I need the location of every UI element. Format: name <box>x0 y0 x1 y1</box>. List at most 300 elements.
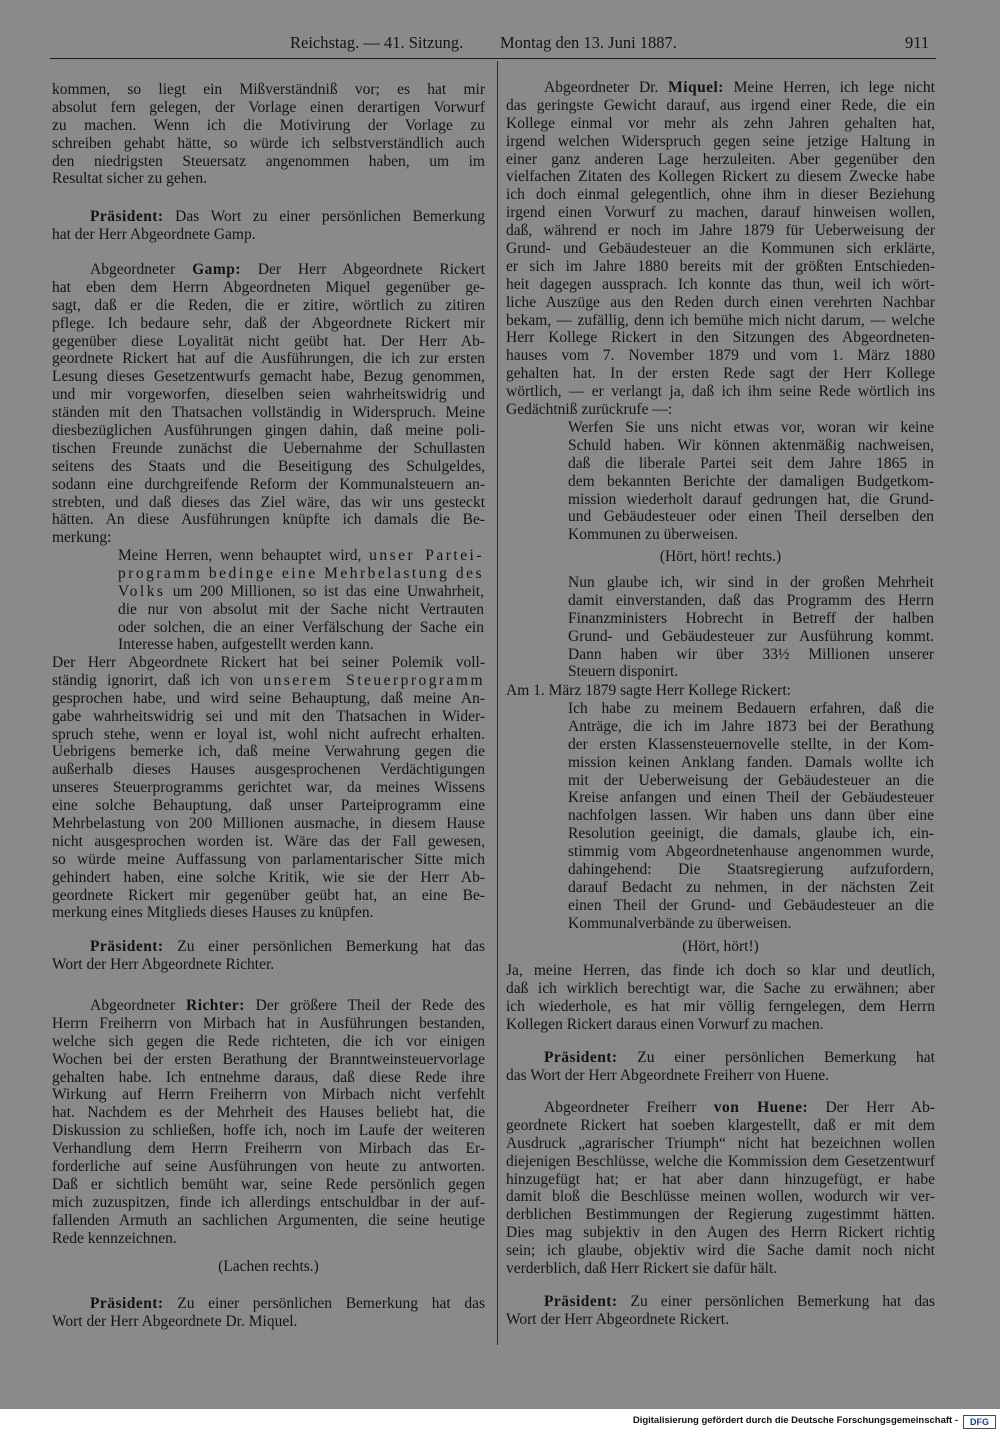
line-text: gegenüber diese Loyalität nicht geübt hat. Der Herr Ab- <box>52 332 485 350</box>
text-segment: Zu einer persönlichen Bemerkung hat das <box>163 938 485 955</box>
line-text <box>118 547 484 565</box>
line-text: stimmig vom Abgeordnetenhause angenommen wurde, <box>568 843 934 861</box>
line-text: daß die liberale Partei seit dem Jahre 1865 in <box>568 454 934 472</box>
line-text: einen Theil der Grund- und Gebäudesteuer an die <box>568 896 934 914</box>
text-line <box>52 315 485 333</box>
text-line <box>506 962 935 980</box>
line-text: (Lachen rechts.) <box>218 1258 319 1275</box>
text-line <box>52 1295 485 1313</box>
speaker-label: von Huene: <box>713 1099 809 1116</box>
text-line <box>568 772 934 790</box>
text-line <box>52 458 485 476</box>
line-text <box>90 1295 485 1313</box>
text-line <box>52 297 485 315</box>
line-text: nicht ausgesprochen worden ist. Wäre das der Fall gewesen, <box>52 832 485 850</box>
line-text: sodann eine durchgreifende Reform der Kommunalsteuern an- <box>52 475 485 493</box>
text-line <box>52 1258 485 1276</box>
text-line <box>506 168 935 186</box>
line-text: vielfachen Zitaten des Kollegen Rickert zu diesem Zwecke habe <box>506 168 935 186</box>
text-line <box>506 222 935 240</box>
line-text: hinzugefügt hat; er hat aber dann hinzugefügt, er habe <box>506 1170 935 1188</box>
text-line <box>52 333 485 351</box>
line-text: darauf Bedacht zu nehmen, in der nächsten Zeit <box>568 878 934 896</box>
line-text: außerhalb dieses Hauses ausgesprochenen Verdächtigungen <box>52 761 485 779</box>
line-text: geordnete Rickert mir gegenüber geübt hat, an eine Be- <box>52 886 485 904</box>
speaker-label: Gamp: <box>192 261 241 278</box>
text-line <box>506 294 935 312</box>
line-text: ich wiederhole, es hat mir völlig ferngelegen, dem Herrn <box>506 997 935 1015</box>
text-line <box>568 718 934 736</box>
text-line <box>506 1099 935 1117</box>
interjection <box>506 938 935 956</box>
text-line <box>506 1293 935 1311</box>
text-line <box>118 619 484 637</box>
text-line <box>506 1135 935 1153</box>
text-segment: Abgeordneter Dr. <box>544 79 669 96</box>
spaced-emphasis: unser Partei- <box>369 547 484 564</box>
line-text: daß ich wirklich berechtigt war, die Sache zu erwähnen; aber <box>506 979 935 997</box>
line-text: forderliche auf seine Ausführungen von heute zu antworten. <box>52 1158 485 1176</box>
line-text: Wort der Herr Abgeordnete Richter. <box>52 955 275 973</box>
line-text: Lesung dieses Gesetzentwurfs gemacht habe, Bezug genommen, <box>52 368 485 386</box>
line-text: spruch stehe, wenn er loyal ist, wohl nicht aufrecht erhalten. <box>52 725 485 743</box>
text-segment: Abgeordneter Freiherr <box>544 1099 714 1116</box>
speaker-label: Miquel: <box>668 79 724 96</box>
text-line <box>52 708 485 726</box>
line-text: den niedrigsten Steuersatz angenommen haben, um im <box>52 152 485 170</box>
line-text: seitens des Staats und die Beseitigung des Schulgeldes, <box>52 457 485 475</box>
text-line <box>568 789 934 807</box>
text-line <box>568 646 934 664</box>
text-line <box>52 761 485 779</box>
text-line <box>52 1176 485 1194</box>
president-remark <box>52 208 485 244</box>
line-text: bekam, — zufällig, denn ich bemühe mich nicht darum, — welche <box>506 311 935 329</box>
line-text: Wort der Herr Abgeordnete Rickert. <box>506 1310 729 1328</box>
text-line <box>52 690 485 708</box>
line-text: Ausdruck „agrarischer Triumph“ nicht hat bezeichnen wollen <box>506 1134 935 1152</box>
text-segment: Zu einer persönlichen Bemerkung hat <box>617 1049 935 1066</box>
speech-miquel-continued <box>506 682 935 700</box>
text-line <box>506 980 935 998</box>
line-text: strebten, und daß dieses das Ziel wäre, das wir uns gesteckt <box>52 493 485 511</box>
line-text <box>118 583 484 601</box>
speech-richter <box>52 997 485 1247</box>
text-line <box>52 1051 485 1069</box>
text-segment: Meine Herren, wenn behauptet wird, <box>118 547 370 564</box>
text-line <box>568 736 934 754</box>
block-quote <box>568 700 934 933</box>
text-line <box>506 998 935 1016</box>
speech-gamp-continued <box>52 654 485 922</box>
line-text: Resolution geeinigt, die damals, glaube ich, ein- <box>568 825 934 843</box>
line-text: gehindert haben, eine solche Kritik, wie sie der Herr Ab- <box>52 868 485 886</box>
text-line <box>568 663 934 681</box>
line-text: Grund- und Gebäudesteuer an die Kommunen sich erklärte, <box>506 240 935 258</box>
funding-credit: Digitalisierung gefördert durch die Deutsche Forschungsgemeinschaft - <box>632 1415 958 1426</box>
text-line <box>568 825 934 843</box>
text-line <box>506 1049 935 1067</box>
spaced-emphasis: Volks <box>118 582 166 600</box>
line-text <box>544 1293 935 1311</box>
text-line <box>506 1153 935 1171</box>
text-line <box>506 1117 935 1135</box>
line-text: das Wort der Herr Abgeordnete Freiherr von Huene. <box>506 1066 829 1084</box>
text-line <box>52 476 485 494</box>
text-line <box>52 386 485 404</box>
text-line <box>506 151 935 169</box>
line-text: der ersten Klassensteuernovelle stellte, in der Kom- <box>568 735 934 753</box>
line-text: einer ganz anderen Lage herzuleiten. Aber gegenüber den <box>506 150 935 168</box>
text-line <box>52 1313 485 1331</box>
president-remark <box>52 938 485 974</box>
line-text: und mir vorgeworfen, dieselben seien wahrheitswidrig und <box>52 386 485 404</box>
text-line <box>568 455 934 473</box>
line-text <box>118 565 484 583</box>
line-text <box>544 1049 935 1067</box>
text-line <box>52 726 485 744</box>
dfg-logo: DFG <box>963 1415 996 1429</box>
text-line <box>52 170 485 188</box>
text-line <box>568 915 934 933</box>
text-line <box>568 628 934 646</box>
speaker-label: Präsident: <box>544 1049 618 1066</box>
interjection <box>52 1258 485 1276</box>
spaced-emphasis: unserem Steuerprogramm <box>263 671 485 689</box>
text-line <box>52 440 485 458</box>
line-text: nachfolgen lassen. Wir haben uns dann über eine <box>568 807 934 825</box>
line-text: Herrn Freiherrn von Mirbach hat in Ausführungen bestanden, <box>52 1014 485 1032</box>
text-line <box>52 226 485 244</box>
text-line <box>52 529 485 547</box>
line-text: Schuld haben. Wir können aktenmäßig nachweisen, <box>568 436 934 454</box>
text-line <box>52 261 485 279</box>
text-line <box>52 956 485 974</box>
line-text: Dann haben wir über 33½ Millionen unserer <box>568 645 934 663</box>
text-line <box>52 672 485 690</box>
line-text <box>544 79 935 97</box>
line-text: Uebrigens bemerke ich, daß meine Verwahrung gegen die <box>52 743 485 761</box>
speech-huene <box>506 1099 935 1278</box>
line-text: so würde meine Auffassung von parlamentarischer Sitte mich <box>52 850 485 868</box>
line-text: heit dagegen aussprach. Ich konnte das thun, weil ich wört- <box>506 275 935 293</box>
text-line <box>52 815 485 833</box>
text-segment: Der Herr Abgeordnete Rickert <box>240 261 486 278</box>
line-text: eine solche Behauptung, daß unser Parteiprogramm eine <box>52 797 485 815</box>
session-date: Montag den 13. Juni 1887. <box>500 33 677 52</box>
text-line <box>506 79 935 97</box>
text-line <box>118 601 484 619</box>
line-text: hauses vom 7. November 1879 und vom 1. März 1880 <box>506 347 935 365</box>
line-text: Wirkung auf Herrn Freiherrn von Mirbach nicht verfehlt <box>52 1086 485 1104</box>
speech-miquel-end <box>506 962 935 1034</box>
text-line <box>52 117 485 135</box>
text-line <box>52 887 485 905</box>
text-line <box>506 115 935 133</box>
line-text: Daß er sichtlich bemüht war, seine Rede persönlich gegen <box>52 1175 485 1193</box>
line-text: liche Auszüge aus den Reden durch einen verehrten Nachbar <box>506 293 935 311</box>
speech-continuation <box>52 81 485 188</box>
president-remark <box>506 1293 935 1329</box>
text-line <box>52 851 485 869</box>
line-text: gehalten hat. In der ersten Rede sagt der Herr Kollege <box>506 365 935 383</box>
line-text: unseres Steuerprogramms gerichtet war, da meines Wissens <box>52 779 485 797</box>
text-line <box>568 473 934 491</box>
text-line <box>568 754 934 772</box>
line-text: damit bloß die Beschlüsse meinen wollen, wodurch wir ver- <box>506 1188 935 1206</box>
line-text <box>90 261 485 279</box>
text-line <box>506 204 935 222</box>
line-text: fallenden Armuth an sachlichen Argumenten, die seine heutige <box>52 1211 485 1229</box>
line-text: er sich im Jahre 1880 bereits mit der größten Entschieden- <box>506 257 935 275</box>
text-line <box>506 938 935 956</box>
text-line <box>52 422 485 440</box>
text-line <box>568 508 934 526</box>
line-text <box>544 1099 935 1117</box>
column-divider <box>497 61 498 1345</box>
line-text: Kommunen zu überweisen. <box>568 526 739 544</box>
text-line <box>52 1069 485 1087</box>
text-line <box>568 491 934 509</box>
text-line <box>568 843 934 861</box>
line-text: Rede kennzeichnen. <box>52 1229 177 1247</box>
line-text: Der Herr Abgeordnete Rickert hat bei seiner Polemik voll- <box>52 654 485 671</box>
text-segment: ständig ignorirt, daß ich von <box>52 671 264 689</box>
speaker-label: Präsident: <box>544 1293 618 1310</box>
line-text: damit einverstanden, daß das Programm des Herrn <box>568 591 934 609</box>
page-number: 911 <box>905 33 930 52</box>
running-head: Reichstag. — 41. Sitzung. <box>290 33 464 52</box>
text-line <box>52 833 485 851</box>
text-line <box>52 997 485 1015</box>
text-line <box>568 807 934 825</box>
text-line <box>506 1224 935 1242</box>
president-remark <box>506 1049 935 1085</box>
line-text: wörtlich, — er verlangt ja, daß ich ihm seine Rede wörtlich ins <box>506 383 935 401</box>
spaced-emphasis: programm bedinge eine Mehrbelastung des <box>118 564 484 582</box>
text-line <box>506 1188 935 1206</box>
text-line <box>52 797 485 815</box>
line-text: merkung eines Mitglieds dieses Hauses zu knüpfen. <box>52 904 374 922</box>
text-line <box>568 897 934 915</box>
line-text: mit der Ueberweisung der Gebäudesteuer an die <box>568 771 934 789</box>
header-rule <box>50 58 936 59</box>
line-text <box>52 672 485 690</box>
text-line <box>568 574 934 592</box>
text-line <box>52 869 485 887</box>
line-text: (Hört, hört!) <box>682 938 759 955</box>
line-text: derblichen Bestimmungen der Regierung zugestimmt hätten. <box>506 1206 935 1224</box>
line-text: Kollege einmal vor mehr als zehn Jahren gehalten hat, <box>506 114 935 132</box>
line-text: mich zuzuspitzen, finde ich allerdings entschuldbar in der auf- <box>52 1193 485 1211</box>
line-text: Kommunalverbände zu überweisen. <box>568 914 792 932</box>
line-text: Verhandlung dem Herrn Freiherrn von Mirbach das Er- <box>52 1140 485 1158</box>
line-text: (Hört, hört! rechts.) <box>659 548 782 565</box>
text-line <box>52 743 485 761</box>
text-segment: Abgeordneter <box>90 997 187 1014</box>
line-text: ich doch einmal gelegentlich, ohne ihm in dieser Beziehung <box>506 186 935 204</box>
text-line <box>52 135 485 153</box>
text-line <box>52 1140 485 1158</box>
text-segment: Meine Herren, ich lege nicht <box>723 79 935 96</box>
text-segment: Abgeordneter <box>90 261 193 278</box>
text-line <box>52 1104 485 1122</box>
text-line <box>568 526 934 544</box>
line-text: sein; ich glaube, objektiv wird die Sache damit noch nicht <box>506 1242 935 1260</box>
text-line <box>118 583 484 601</box>
text-line <box>506 276 935 294</box>
text-line <box>506 365 935 383</box>
digitization-footer <box>0 1409 1000 1432</box>
line-text: Steuern disponirt. <box>568 663 679 681</box>
line-text: Gedächtniß zurückrufe —: <box>506 401 673 419</box>
text-line <box>52 208 485 226</box>
line-text: diejenigen Beschlüsse, welche die Kommission dem Gesetzentwurf <box>506 1152 935 1170</box>
text-line <box>52 904 485 922</box>
line-text: das geringste Gewicht darauf, aus irgend einer Rede, die ein <box>506 96 935 114</box>
text-line <box>506 1206 935 1224</box>
text-line <box>568 610 934 628</box>
text-line <box>568 700 934 718</box>
text-line <box>506 682 935 700</box>
line-text <box>90 208 485 226</box>
text-line <box>52 99 485 117</box>
line-text: Herr Kollege Rickert in den Sitzungen des Abgeordneten- <box>506 329 935 347</box>
text-line <box>506 1260 935 1278</box>
line-text: diesbezüglichen Ausführungen gingen dahin, daß meine poli- <box>52 422 485 440</box>
line-text: hat der Herr Abgeordnete Gamp. <box>52 225 256 243</box>
text-line <box>52 81 485 99</box>
line-text: kommen, so liegt ein Mißverständniß vor; es hat mir <box>52 81 485 98</box>
line-text: gehalten habe. Ich entnehme daraus, daß diese Rede ihre <box>52 1068 485 1086</box>
text-line <box>506 548 935 566</box>
line-text: geordnete Rickert hat auf die Ausführungen, die ich zur ersten <box>52 350 485 368</box>
text-line <box>506 1016 935 1034</box>
text-segment: Zu einer persönlichen Bemerkung hat das <box>163 1295 485 1312</box>
text-segment: um 200 Millionen, so ist das eine Unwahrheit, <box>165 582 484 600</box>
line-text: Werfen Sie uns nicht etwas vor, woran wir keine <box>568 419 934 436</box>
line-text: Diskussion zu schließen, hoffe ich, noch im Laufe der weiteren <box>52 1122 485 1140</box>
text-line <box>52 1230 485 1248</box>
text-segment: Der größere Theil der Rede des <box>244 997 485 1014</box>
text-line <box>506 1067 935 1085</box>
text-line <box>568 419 934 437</box>
line-text: Am 1. März 1879 sagte Herr Kollege Rickert: <box>506 682 791 699</box>
line-text: mission keinen Anklang fanden. Damals wollte ich <box>568 753 934 771</box>
line-text <box>90 938 485 956</box>
block-quote <box>118 547 484 654</box>
text-line <box>52 404 485 422</box>
line-text: dem bekannten Berichte der damaligen Budgetkom- <box>568 472 934 490</box>
text-segment: Das Wort zu einer persönlichen Bemerkung <box>163 208 485 225</box>
line-text: tischen Freunde zunächst die Uebernahme der Schullasten <box>52 439 485 457</box>
line-text: Finanzministers Hobrecht in Betreff der halben <box>568 609 934 627</box>
text-line <box>52 153 485 171</box>
text-line <box>52 511 485 529</box>
text-line <box>52 654 485 672</box>
text-line <box>52 1015 485 1033</box>
speaker-label: Präsident: <box>90 208 164 225</box>
text-line <box>52 1086 485 1104</box>
line-text: Anträge, die ich im Jahre 1873 bei der Berathung <box>568 717 934 735</box>
line-text: Nun glaube ich, wir sind in der großen Mehrheit <box>568 574 934 591</box>
text-line <box>52 1194 485 1212</box>
line-text: zu machen. Wenn ich die Motivirung der Vorlage zu <box>52 116 485 134</box>
president-remark <box>52 1295 485 1331</box>
line-text: hat eben dem Herrn Abgeordneten Miquel gegenüber ge- <box>52 278 485 296</box>
speech-miquel <box>506 79 935 419</box>
speaker-label: Präsident: <box>90 1295 164 1312</box>
text-line <box>506 1242 935 1260</box>
line-text: Wochen bei der ersten Berathung der Branntweinsteuervorlage <box>52 1050 485 1068</box>
text-line <box>52 350 485 368</box>
line-text: geordnete Rickert hat soeben klargestellt, daß er mit dem <box>506 1116 935 1134</box>
speaker-label: Präsident: <box>90 938 164 955</box>
text-line <box>118 547 484 565</box>
line-text: Dies mag subjektiv in den Augen des Herrn Rickert richtig <box>506 1224 935 1242</box>
line-text <box>90 997 485 1015</box>
line-text: sagt, daß er die Reden, die er zitire, wörtlich zu zitiren <box>52 296 485 314</box>
text-line <box>52 938 485 956</box>
line-text: Mehrbelastung von 200 Millionen ausmache, in diesem Hause <box>52 815 485 833</box>
text-line <box>506 1311 935 1329</box>
line-text: irgend einen Vorwurf zu machen, darauf hinweisen wollen, <box>506 204 935 222</box>
text-line <box>506 1171 935 1189</box>
text-line <box>568 592 934 610</box>
text-line <box>118 636 484 654</box>
line-text: Ich habe zu meinem Bedauern erfahren, daß die <box>568 700 934 717</box>
text-line <box>506 383 935 401</box>
line-text: gabe wahrheitswidrig sei und mit den Thatsachen in Wider- <box>52 707 485 725</box>
text-line <box>568 879 934 897</box>
line-text: hat. Nachdem es der Mehrheit des Hauses beliebt hat, die <box>52 1104 485 1122</box>
block-quote-continued <box>568 574 934 681</box>
text-segment: Der Herr Ab- <box>808 1099 935 1116</box>
line-text: pflege. Ich bedaure sehr, daß der Abgeordnete Rickert mir <box>52 314 485 332</box>
text-line <box>52 494 485 512</box>
text-line <box>506 133 935 151</box>
text-line <box>506 329 935 347</box>
line-text: hätten. An diese Ausführungen knüpfte ich damals die Be- <box>52 511 485 529</box>
text-line <box>52 1033 485 1051</box>
text-line <box>52 1212 485 1230</box>
line-text: Ja, meine Herren, das finde ich doch so klar und deutlich, <box>506 962 935 979</box>
line-text: Kollegen Rickert daraus einen Vorwurf zu machen. <box>506 1015 824 1033</box>
line-text: mission wiederholt darauf gedrungen hat, die Grund- <box>568 490 934 508</box>
interjection <box>506 548 935 566</box>
text-line <box>568 437 934 455</box>
line-text: Kreise anfangen und einen Theil der Gebäudesteuer <box>568 789 934 807</box>
text-line <box>506 258 935 276</box>
line-text: und Gebäudesteuer oder einen Theil derselben den <box>568 508 934 526</box>
line-text: oder solchen, die an einer Verfälschung der Sache ein <box>118 618 484 636</box>
text-line <box>118 565 484 583</box>
line-text: schreiben gehabt hätte, so würde ich selbstverständlich auch <box>52 134 485 152</box>
line-text: Interesse haben, aufgestellt werden kann. <box>118 636 374 654</box>
line-text: Resultat sicher zu gehen. <box>52 170 207 188</box>
line-text: ständen mit den Thatsachen vollständig in Widerspruch. Meine <box>52 404 485 422</box>
text-line <box>52 368 485 386</box>
text-line <box>506 347 935 365</box>
text-segment: Zu einer persönlichen Bemerkung hat das <box>617 1293 935 1310</box>
line-text: daß, während er noch im Jahre 1879 für Ueberweisung der <box>506 222 935 240</box>
line-text: Wort der Herr Abgeordnete Dr. Miquel. <box>52 1312 298 1330</box>
line-text: dahingehend: Die Staatsregierung aufzufordern, <box>568 861 934 879</box>
line-text: die nur von absolut mit der Sache nicht Vertrauten <box>118 600 484 618</box>
block-quote <box>568 419 934 544</box>
text-line <box>52 279 485 297</box>
line-text: absolut fern gelegen, der Vorlage einen derartigen Vorwurf <box>52 98 485 116</box>
